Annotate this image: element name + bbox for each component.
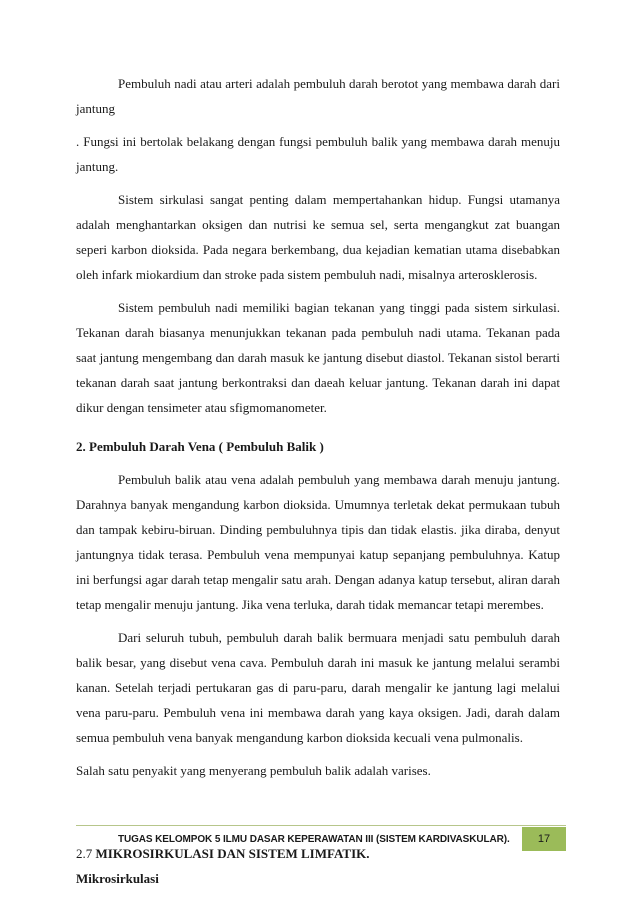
paragraph-arteri-definition: Pembuluh nadi atau arteri adalah pembuluh darah berotot yang membawa darah dari jantung xyxy=(76,76,560,116)
paragraph-vena-cava: Dari seluruh tubuh, pembuluh darah balik bermuara menjadi satu pembuluh darah balik besar, yang disebut vena cava. Pembuluh darah ini masuk ke jantung melalui serambi kanan. Setelah terjadi pertukaran gas di paru-paru, darah mengalir ke jantung lagi melalui vena paru-paru. Pembuluh vena ini membawa darah yang kaya oksigen. Jadi, darah dalam semua pembuluh vena banyak mengandung karbon dioksida kecuali vena pulmonalis. xyxy=(76,630,560,745)
section-heading-vena: 2. Pembuluh Darah Vena ( Pembuluh Balik ) xyxy=(76,439,324,454)
paragraph-vena-definition: Pembuluh balik atau vena adalah pembuluh yang membawa darah menuju jantung. Darahnya banyak mengandung karbon dioksida. Umumnya terletak dekat permukaan tubuh dan tampak kebiru-biruan. Dinding pembuluhnya tipis dan tidak elastis. jika diraba, denyut jantungnya tidak terasa. Pembuluh vena mempunyai katup sepanjang pembuluhnya. Katup ini berfungsi agar darah tetap mengalir satu arah. Dengan adanya katup tersebut, aliran darah tetap mengalir menuju jantung. Jika vena terluka, darah tidak memancar tetapi merembes. xyxy=(76,472,560,612)
paragraph-arteri-function: . Fungsi ini bertolak belakang dengan fungsi pembuluh balik yang membawa darah menuju jantung. xyxy=(76,134,560,174)
paragraph-blood-pressure: Sistem pembuluh nadi memiliki bagian tekanan yang tinggi pada sistem sirkulasi. Tekanan darah biasanya menunjukkan tekanan pada pembuluh nadi utama. Tekanan pada saat jantung mengembang dan darah masuk ke jantung disebut diastol. Tekanan sistol berarti tekanan darah saat jantung berkontraksi dan daeah keluar jantung. Tekanan darah ini dapat dikur dengan tensimeter atau sfigmomanometer. xyxy=(76,300,560,415)
subheading-mikrosirkulasi: Mikrosirkulasi xyxy=(76,871,159,886)
page-content xyxy=(76,71,560,891)
section-title: MIKROSIRKULASI DAN SISTEM LIMFATIK. xyxy=(95,846,370,861)
page-number: 17 xyxy=(522,827,566,851)
section-number: 2.7 xyxy=(76,846,96,861)
paragraph-varises: Salah satu penyakit yang menyerang pembuluh balik adalah varises. xyxy=(76,763,431,778)
footer-title: TUGAS KELOMPOK 5 ILMU DASAR KEPERAWATAN III (SISTEM KARDIVASKULAR). xyxy=(118,834,510,845)
paragraph-circulation-importance: Sistem sirkulasi sangat penting dalam mempertahankan hidup. Fungsi utamanya adalah menghantarkan oksigen dan nutrisi ke semua sel, serta mengangkut zat buangan seperi karbon dioksida. Pada negara berkembang, dua kejadian kematian utama disebabkan oleh infark miokardium dan stroke pada sistem pembuluh nadi, misalnya arterosklerosis. xyxy=(76,192,560,282)
page-footer xyxy=(76,825,566,852)
